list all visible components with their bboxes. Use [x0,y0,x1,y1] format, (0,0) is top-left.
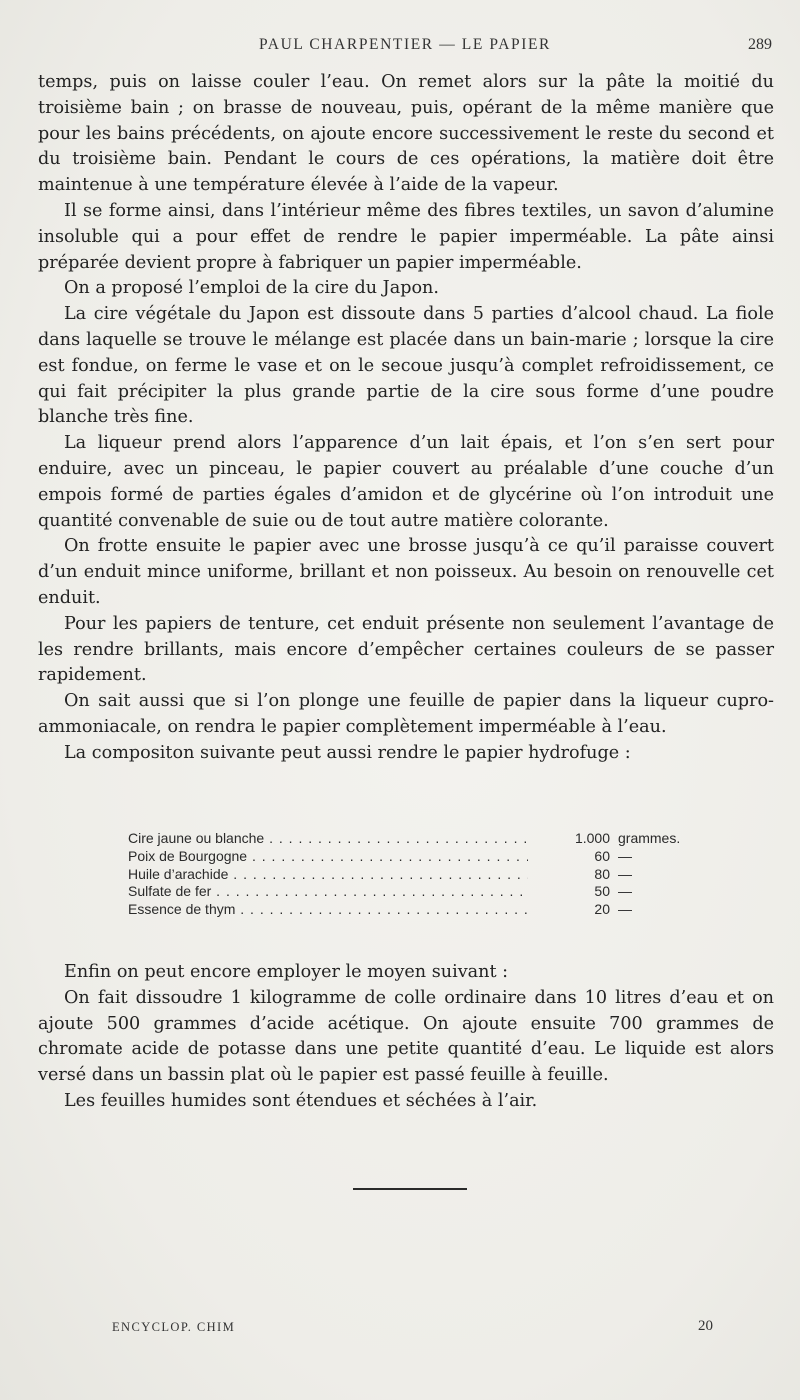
signature-mark: ENCYCLOP. CHIM [112,1320,236,1334]
recipe-row [128,866,708,884]
ingredient-unit: grammes. [618,830,681,846]
recipe-row [128,830,708,848]
section-divider [353,1188,467,1190]
ingredient-name: Poix de Bourgogne . . . [128,848,528,866]
signature-number: 20 [698,1318,713,1334]
recipe-row [128,901,708,919]
paragraph: La liqueur prend alors l’apparence d’un lait épais, et l’on s’en sert pour enduire, avec un pinceau, le papier couvert au préalable d’une couche d’un empois formé de parties égales d’amidon et de glycérine où l’on introduit une quantité convenable de suie ou de tout autre matière colorante. [38,433,774,531]
ingredient-quantity: 1.000 [574,830,610,846]
body-text-continued [38,960,774,1115]
running-title: PAUL CHARPENTIER — LE PAPIER [259,36,551,53]
paragraph: La cire végétale du Japon est dissoute dans 5 parties d’alcool chaud. La fiole dans laquelle se trouve le mélange est placée dans un bain-marie ; lorsque la cire est fondue, on ferme le vase et on le secoue jusqu’à complet refroidissement, ce qui fait précipiter la plus grande partie de la cire sous forme d’une poudre blanche très fine. [38,304,774,428]
ingredient-unit: — [618,901,632,918]
body-text [38,70,774,767]
paragraph: On a proposé l’emploi de la cire du Japon. [64,278,439,299]
paragraph: Enfin on peut encore employer le moyen suivant : [64,962,509,982]
ingredient-unit: — [618,847,632,864]
paragraph: Pour les papiers de tenture, cet enduit présente non seulement l’avantage de les rendre brillants, mais encore d’empêcher certaines couleurs de se passer rapidement. [38,613,774,686]
running-head [38,36,772,58]
page-number: 289 [748,36,772,53]
paragraph: On fait dissoudre 1 kilogramme de colle ordinaire dans 10 litres d’eau et on ajoute 500 grammes d’acide acétique. On ajoute ensuite 700 grammes de chromate acide de potasse dans une petite quantité d’eau. Le liquide est alors versé dans un bassin plat où le papier est passé feuille à feuille. [38,987,774,1086]
ingredient-name: Cire jaune ou blanche . . . [128,830,528,848]
paragraph: On frotte ensuite le papier avec une brosse jusqu’à ce qu’il paraisse couvert d’un enduit mince uniforme, brillant et non poisseux. Au besoin on renouvelle cet enduit. [38,536,774,608]
ingredient-quantity: 50 [594,883,610,900]
ingredient-name: Essence de thym . . . [128,901,528,919]
paragraph: La compositon suivante peut aussi rendre le papier hydrofuge : [64,742,631,763]
recipe-list [128,830,708,919]
ingredient-name: Sulfate de fer . . . [128,883,528,901]
paragraph: Il se forme ainsi, dans l’intérieur même des fibres textiles, un savon d’alumine insoluble qui a pour effet de rendre le papier imperméable. La pâte ainsi préparée devient propre à fabriquer un papier imperméable. [38,200,774,273]
paragraph: temps, puis on laisse couler l’eau. On remet alors sur la pâte la moitié du troisième bain ; on brasse de nouveau, puis, opérant de la même manière que pour les bains précédents, on ajoute encore successivement le reste du second et du troisième bain. Pendant le cours de ces opérations, la matière doit être maintenue à une température élevée à l’aide de la vapeur. [38,72,774,196]
recipe-row [128,848,708,866]
ingredient-quantity: 20 [594,901,610,918]
ingredient-unit: — [618,883,632,900]
ingredient-quantity: 80 [594,865,610,882]
paragraph: Les feuilles humides sont étendues et séchées à l’air. [64,1090,538,1111]
ingredient-name: Huile d’arachide . . . [128,866,528,884]
ingredient-quantity: 60 [594,847,610,864]
paragraph: On sait aussi que si l’on plonge une feuille de papier dans la liqueur cupro-ammoniacale, on rendra le papier complètement imperméable à l’eau. [38,691,774,737]
page-footer [112,1320,712,1340]
ingredient-unit: — [618,865,632,882]
recipe-row [128,883,708,901]
